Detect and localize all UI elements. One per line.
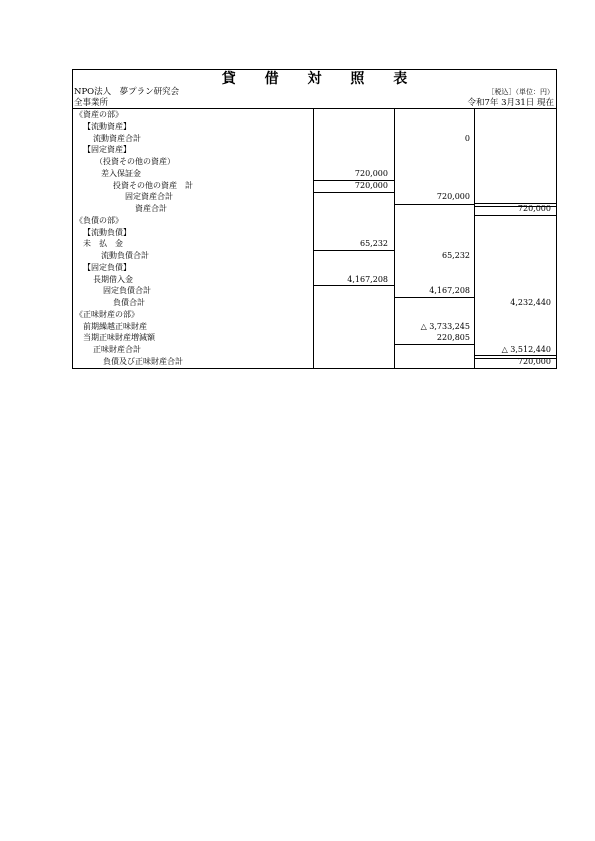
row-label: 正味財産合計: [93, 345, 141, 354]
table-row: [73, 109, 557, 121]
amount-a2: 720,000: [436, 192, 470, 202]
header-line-2: [72, 98, 557, 109]
amount-a3: 4,232,440: [510, 298, 551, 307]
table-row: [73, 274, 557, 286]
amount-a2: 220,805: [436, 333, 470, 343]
row-label: 固定資産合計: [125, 192, 173, 202]
statement-table: [72, 109, 557, 369]
row-label: 《資産の部》: [75, 110, 123, 119]
row-label: 長期借入金: [93, 274, 133, 284]
row-label: 前期繰越正味財産: [83, 321, 147, 331]
row-label: 資産合計: [135, 204, 167, 213]
table-row: [73, 250, 557, 262]
table-row: [73, 180, 557, 192]
row-label: 投資その他の資産 計: [113, 180, 193, 190]
amount-a1: 720,000: [354, 180, 388, 190]
row-label: 【固定負債】: [83, 262, 131, 272]
amount-a3: 720,000: [517, 204, 551, 213]
table-row: [73, 121, 557, 133]
amount-a2: 4,167,208: [429, 286, 470, 296]
as-of-date: 令和7年 3月31日 現在: [467, 98, 554, 108]
row-label: 負債合計: [113, 298, 145, 307]
table-row: [73, 168, 557, 180]
amount-a3: △ 3,512,440: [501, 345, 551, 354]
table-row: [73, 332, 557, 344]
amount-a1: 720,000: [354, 168, 388, 178]
division-name: 全事業所: [74, 98, 109, 108]
amount-a2: 0: [464, 133, 470, 143]
table-row: [73, 356, 557, 368]
row-label: 差入保証金: [101, 168, 141, 178]
row-label: 流動負債合計: [101, 251, 149, 260]
amount-a2: △ 3,733,245: [420, 321, 470, 331]
header-line-1: [72, 87, 557, 98]
table-row: [73, 191, 557, 203]
row-label: 未 払 金: [83, 239, 123, 249]
tax-unit-note: ［税込］（単位：円）: [487, 88, 554, 96]
amount-a1: 4,167,208: [347, 274, 388, 284]
table-row: [73, 285, 557, 297]
table-row: [73, 215, 557, 227]
table-row: [73, 321, 557, 333]
row-label: 当期正味財産増減額: [83, 333, 155, 343]
table-row: [73, 344, 557, 356]
row-label: 固定負債合計: [103, 286, 151, 296]
row-label: （投資その他の資産）: [95, 157, 175, 166]
amount-a3: 720,000: [517, 356, 551, 366]
organization-name: NPO法人 夢プラン研究会: [74, 87, 180, 97]
amount-a2: 65,232: [442, 251, 470, 260]
row-label: 《正味財産の部》: [75, 309, 139, 319]
table-row: [73, 144, 557, 156]
amount-a1: 65,232: [360, 239, 388, 249]
row-label: 《負債の部》: [75, 215, 123, 225]
row-label: 【流動負債】: [83, 227, 131, 237]
table-row: [73, 297, 557, 309]
table-row: [73, 133, 557, 145]
table-row: [73, 309, 557, 321]
document-title: 貸 借 対 照 表: [72, 69, 557, 87]
table-row: [73, 203, 557, 215]
row-label: 流動資産合計: [93, 133, 141, 143]
row-label: 負債及び正味財産合計: [103, 356, 183, 366]
table-row: [73, 262, 557, 274]
row-label: 【固定資産】: [83, 145, 131, 155]
row-label: 【流動資産】: [83, 121, 131, 131]
table-row: [73, 227, 557, 239]
table-row: [73, 156, 557, 168]
table-row: [73, 238, 557, 250]
balance-sheet: [72, 69, 557, 369]
